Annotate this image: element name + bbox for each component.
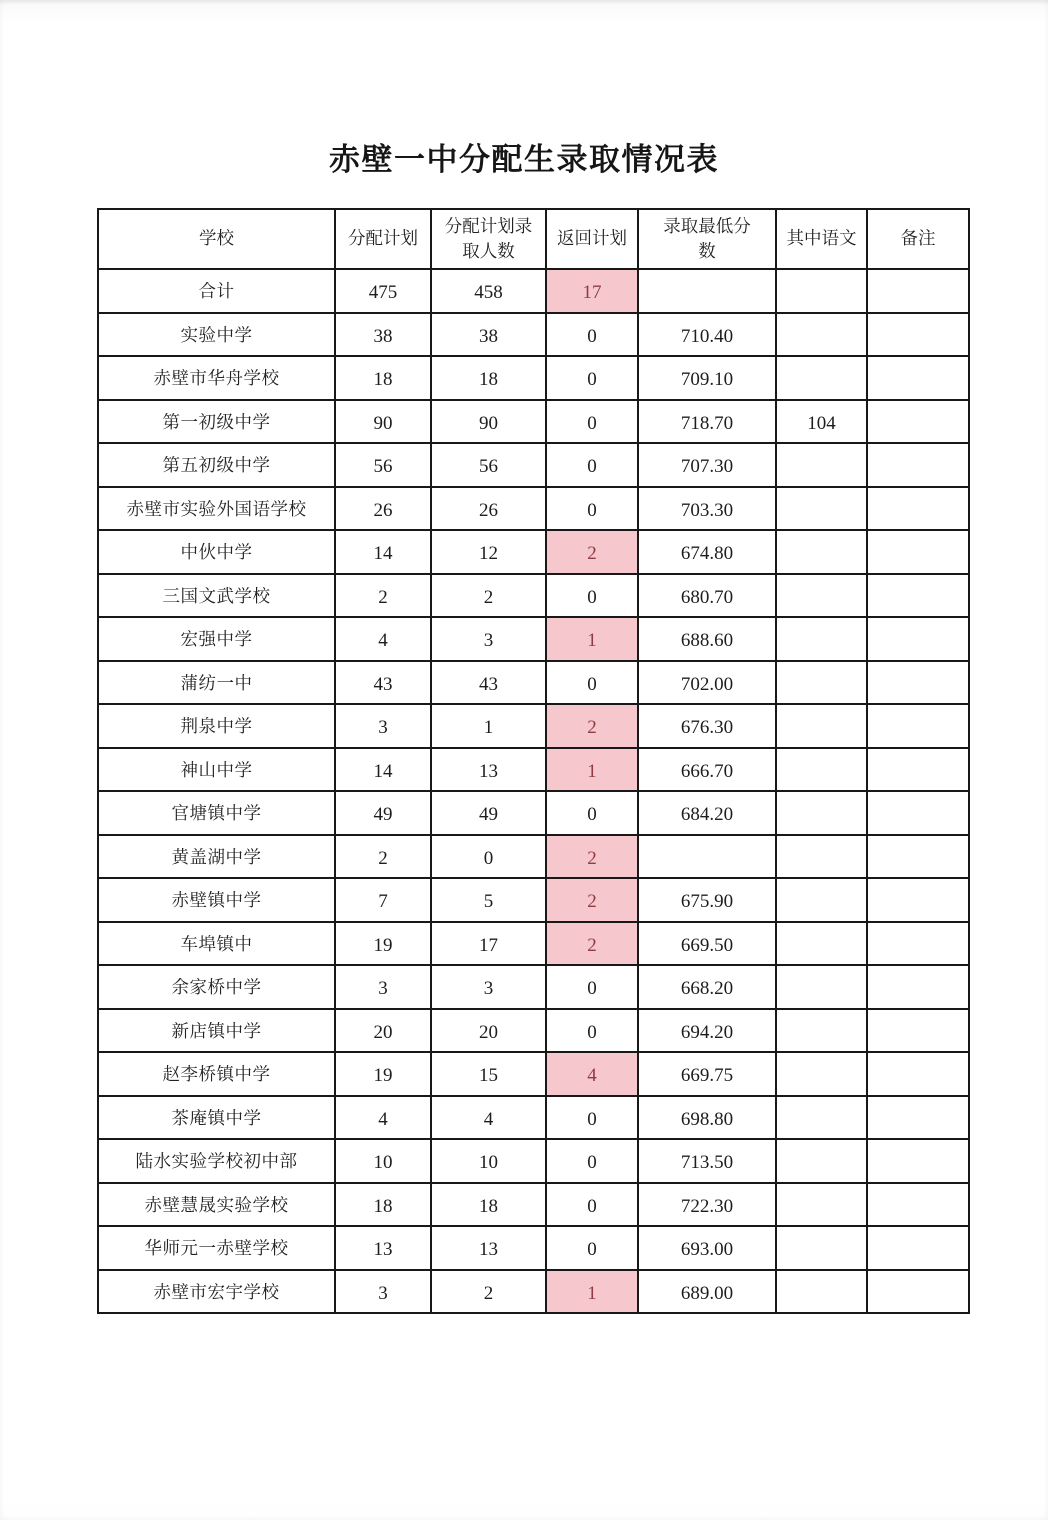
table-row [98, 1139, 969, 1183]
admitted-cell: 17 [431, 922, 546, 966]
table-row [98, 1270, 969, 1314]
col-header-chinese-score: 其中语文 [776, 209, 867, 269]
min-score-cell: 698.80 [638, 1096, 776, 1140]
table-header [98, 209, 969, 269]
note-cell [867, 878, 969, 922]
admitted-cell: 4 [431, 1096, 546, 1140]
returned-cell: 4 [546, 1052, 638, 1096]
school-cell: 蒲纺一中 [98, 661, 335, 705]
school-cell: 新店镇中学 [98, 1009, 335, 1053]
admitted-cell: 2 [431, 574, 546, 618]
table-row [98, 1009, 969, 1053]
admitted-cell: 49 [431, 791, 546, 835]
min-score-cell: 676.30 [638, 704, 776, 748]
admitted-cell: 56 [431, 443, 546, 487]
table-row [98, 400, 969, 444]
admitted-cell: 0 [431, 835, 546, 879]
table-row [98, 443, 969, 487]
returned-cell: 0 [546, 1226, 638, 1270]
note-cell [867, 1096, 969, 1140]
admitted-cell: 12 [431, 530, 546, 574]
chinese-score-cell: 104 [776, 400, 867, 444]
col-header-admitted-count: 分配计划录取人数 [431, 209, 546, 269]
note-cell [867, 922, 969, 966]
chinese-score-cell [776, 878, 867, 922]
chinese-score-cell [776, 791, 867, 835]
admitted-cell: 1 [431, 704, 546, 748]
plan-cell: 13 [335, 1226, 431, 1270]
school-cell: 赤壁市实验外国语学校 [98, 487, 335, 531]
admitted-cell: 458 [431, 269, 546, 313]
school-cell: 车埠镇中 [98, 922, 335, 966]
table-row [98, 617, 969, 661]
note-cell [867, 313, 969, 357]
school-cell: 合计 [98, 269, 335, 313]
min-score-cell: 689.00 [638, 1270, 776, 1314]
min-score-cell: 669.75 [638, 1052, 776, 1096]
note-cell [867, 704, 969, 748]
header-row [98, 209, 969, 269]
admitted-cell: 13 [431, 748, 546, 792]
plan-cell: 3 [335, 965, 431, 1009]
admitted-cell: 2 [431, 1270, 546, 1314]
col-header-allocated-plan: 分配计划 [335, 209, 431, 269]
plan-cell: 90 [335, 400, 431, 444]
returned-cell: 0 [546, 1096, 638, 1140]
returned-cell: 0 [546, 661, 638, 705]
admitted-cell: 18 [431, 356, 546, 400]
returned-cell: 0 [546, 313, 638, 357]
school-cell: 中伙中学 [98, 530, 335, 574]
note-cell [867, 1183, 969, 1227]
chinese-score-cell [776, 356, 867, 400]
returned-cell: 0 [546, 1139, 638, 1183]
min-score-cell: 709.10 [638, 356, 776, 400]
returned-cell: 0 [546, 487, 638, 531]
page-title: 赤壁一中分配生录取情况表 [329, 142, 719, 177]
note-cell [867, 661, 969, 705]
note-cell [867, 400, 969, 444]
school-cell: 茶庵镇中学 [98, 1096, 335, 1140]
table-row [98, 1052, 969, 1096]
note-cell [867, 1009, 969, 1053]
min-score-cell: 707.30 [638, 443, 776, 487]
note-cell [867, 1052, 969, 1096]
table-row [98, 791, 969, 835]
chinese-score-cell [776, 965, 867, 1009]
table-row [98, 269, 969, 313]
admitted-cell: 13 [431, 1226, 546, 1270]
plan-cell: 18 [335, 1183, 431, 1227]
min-score-cell: 718.70 [638, 400, 776, 444]
returned-cell: 0 [546, 574, 638, 618]
plan-cell: 4 [335, 617, 431, 661]
plan-cell: 3 [335, 1270, 431, 1314]
chinese-score-cell [776, 748, 867, 792]
min-score-cell [638, 835, 776, 879]
returned-cell: 0 [546, 1009, 638, 1053]
note-cell [867, 487, 969, 531]
chinese-score-cell [776, 1009, 867, 1053]
min-score-cell: 693.00 [638, 1226, 776, 1270]
table-row [98, 878, 969, 922]
chinese-score-cell [776, 704, 867, 748]
table-row [98, 748, 969, 792]
plan-cell: 38 [335, 313, 431, 357]
returned-cell: 2 [546, 704, 638, 748]
plan-cell: 19 [335, 922, 431, 966]
min-score-cell: 669.50 [638, 922, 776, 966]
plan-cell: 18 [335, 356, 431, 400]
min-score-cell: 710.40 [638, 313, 776, 357]
school-cell: 第一初级中学 [98, 400, 335, 444]
plan-cell: 2 [335, 574, 431, 618]
chinese-score-cell [776, 1096, 867, 1140]
chinese-score-cell [776, 313, 867, 357]
table-row [98, 661, 969, 705]
table-row [98, 835, 969, 879]
school-cell: 神山中学 [98, 748, 335, 792]
note-cell [867, 835, 969, 879]
plan-cell: 56 [335, 443, 431, 487]
school-cell: 黄盖湖中学 [98, 835, 335, 879]
min-score-cell [638, 269, 776, 313]
admitted-cell: 3 [431, 617, 546, 661]
chinese-score-cell [776, 574, 867, 618]
plan-cell: 20 [335, 1009, 431, 1053]
table-body [98, 269, 969, 1313]
note-cell [867, 1226, 969, 1270]
chinese-score-cell [776, 1052, 867, 1096]
chinese-score-cell [776, 487, 867, 531]
returned-cell: 1 [546, 1270, 638, 1314]
plan-cell: 49 [335, 791, 431, 835]
chinese-score-cell [776, 661, 867, 705]
note-cell [867, 1139, 969, 1183]
chinese-score-cell [776, 443, 867, 487]
col-header-school: 学校 [98, 209, 335, 269]
table-row [98, 1226, 969, 1270]
returned-cell: 2 [546, 922, 638, 966]
min-score-cell: 674.80 [638, 530, 776, 574]
chinese-score-cell [776, 922, 867, 966]
table-row [98, 487, 969, 531]
school-cell: 赤壁市宏宇学校 [98, 1270, 335, 1314]
returned-cell: 17 [546, 269, 638, 313]
school-cell: 三国文武学校 [98, 574, 335, 618]
admitted-cell: 18 [431, 1183, 546, 1227]
school-cell: 实验中学 [98, 313, 335, 357]
note-cell [867, 965, 969, 1009]
school-cell: 荆泉中学 [98, 704, 335, 748]
col-header-remarks: 备注 [867, 209, 969, 269]
school-cell: 赤壁慧晟实验学校 [98, 1183, 335, 1227]
school-cell: 赵李桥镇中学 [98, 1052, 335, 1096]
admitted-cell: 90 [431, 400, 546, 444]
min-score-cell: 684.20 [638, 791, 776, 835]
admitted-cell: 15 [431, 1052, 546, 1096]
school-cell: 宏强中学 [98, 617, 335, 661]
plan-cell: 14 [335, 748, 431, 792]
school-cell: 赤壁市华舟学校 [98, 356, 335, 400]
min-score-cell: 703.30 [638, 487, 776, 531]
note-cell [867, 269, 969, 313]
note-cell [867, 356, 969, 400]
plan-cell: 7 [335, 878, 431, 922]
admitted-cell: 20 [431, 1009, 546, 1053]
plan-cell: 4 [335, 1096, 431, 1140]
returned-cell: 0 [546, 356, 638, 400]
school-cell: 官塘镇中学 [98, 791, 335, 835]
returned-cell: 2 [546, 530, 638, 574]
admitted-cell: 3 [431, 965, 546, 1009]
table-row [98, 965, 969, 1009]
min-score-cell: 666.70 [638, 748, 776, 792]
min-score-cell: 688.60 [638, 617, 776, 661]
chinese-score-cell [776, 617, 867, 661]
plan-cell: 3 [335, 704, 431, 748]
returned-cell: 0 [546, 1183, 638, 1227]
school-cell: 赤壁镇中学 [98, 878, 335, 922]
returned-cell: 0 [546, 791, 638, 835]
returned-cell: 0 [546, 965, 638, 1009]
admitted-cell: 5 [431, 878, 546, 922]
plan-cell: 14 [335, 530, 431, 574]
min-score-cell: 722.30 [638, 1183, 776, 1227]
table-row [98, 704, 969, 748]
min-score-cell: 680.70 [638, 574, 776, 618]
returned-cell: 1 [546, 617, 638, 661]
min-score-cell: 694.20 [638, 1009, 776, 1053]
plan-cell: 43 [335, 661, 431, 705]
min-score-cell: 702.00 [638, 661, 776, 705]
chinese-score-cell [776, 835, 867, 879]
chinese-score-cell [776, 269, 867, 313]
returned-cell: 0 [546, 443, 638, 487]
table-row [98, 574, 969, 618]
admitted-cell: 38 [431, 313, 546, 357]
school-cell: 余家桥中学 [98, 965, 335, 1009]
school-cell: 陆水实验学校初中部 [98, 1139, 335, 1183]
school-cell: 第五初级中学 [98, 443, 335, 487]
table-row [98, 922, 969, 966]
table-row [98, 1096, 969, 1140]
returned-cell: 1 [546, 748, 638, 792]
chinese-score-cell [776, 1183, 867, 1227]
returned-cell: 2 [546, 835, 638, 879]
note-cell [867, 1270, 969, 1314]
admitted-cell: 10 [431, 1139, 546, 1183]
min-score-cell: 675.90 [638, 878, 776, 922]
returned-cell: 0 [546, 400, 638, 444]
chinese-score-cell [776, 1270, 867, 1314]
plan-cell: 19 [335, 1052, 431, 1096]
admitted-cell: 43 [431, 661, 546, 705]
returned-cell: 2 [546, 878, 638, 922]
col-header-min-score: 录取最低分数 [638, 209, 776, 269]
school-cell: 华师元一赤壁学校 [98, 1226, 335, 1270]
plan-cell: 475 [335, 269, 431, 313]
chinese-score-cell [776, 1139, 867, 1183]
table-row [98, 313, 969, 357]
note-cell [867, 748, 969, 792]
min-score-cell: 713.50 [638, 1139, 776, 1183]
note-cell [867, 791, 969, 835]
note-cell [867, 443, 969, 487]
note-cell [867, 574, 969, 618]
table-row [98, 1183, 969, 1227]
table-row [98, 356, 969, 400]
min-score-cell: 668.20 [638, 965, 776, 1009]
chinese-score-cell [776, 1226, 867, 1270]
plan-cell: 2 [335, 835, 431, 879]
plan-cell: 26 [335, 487, 431, 531]
note-cell [867, 617, 969, 661]
admission-table [97, 208, 970, 1314]
table-row [98, 530, 969, 574]
col-header-returned-plan: 返回计划 [546, 209, 638, 269]
admitted-cell: 26 [431, 487, 546, 531]
chinese-score-cell [776, 530, 867, 574]
plan-cell: 10 [335, 1139, 431, 1183]
note-cell [867, 530, 969, 574]
